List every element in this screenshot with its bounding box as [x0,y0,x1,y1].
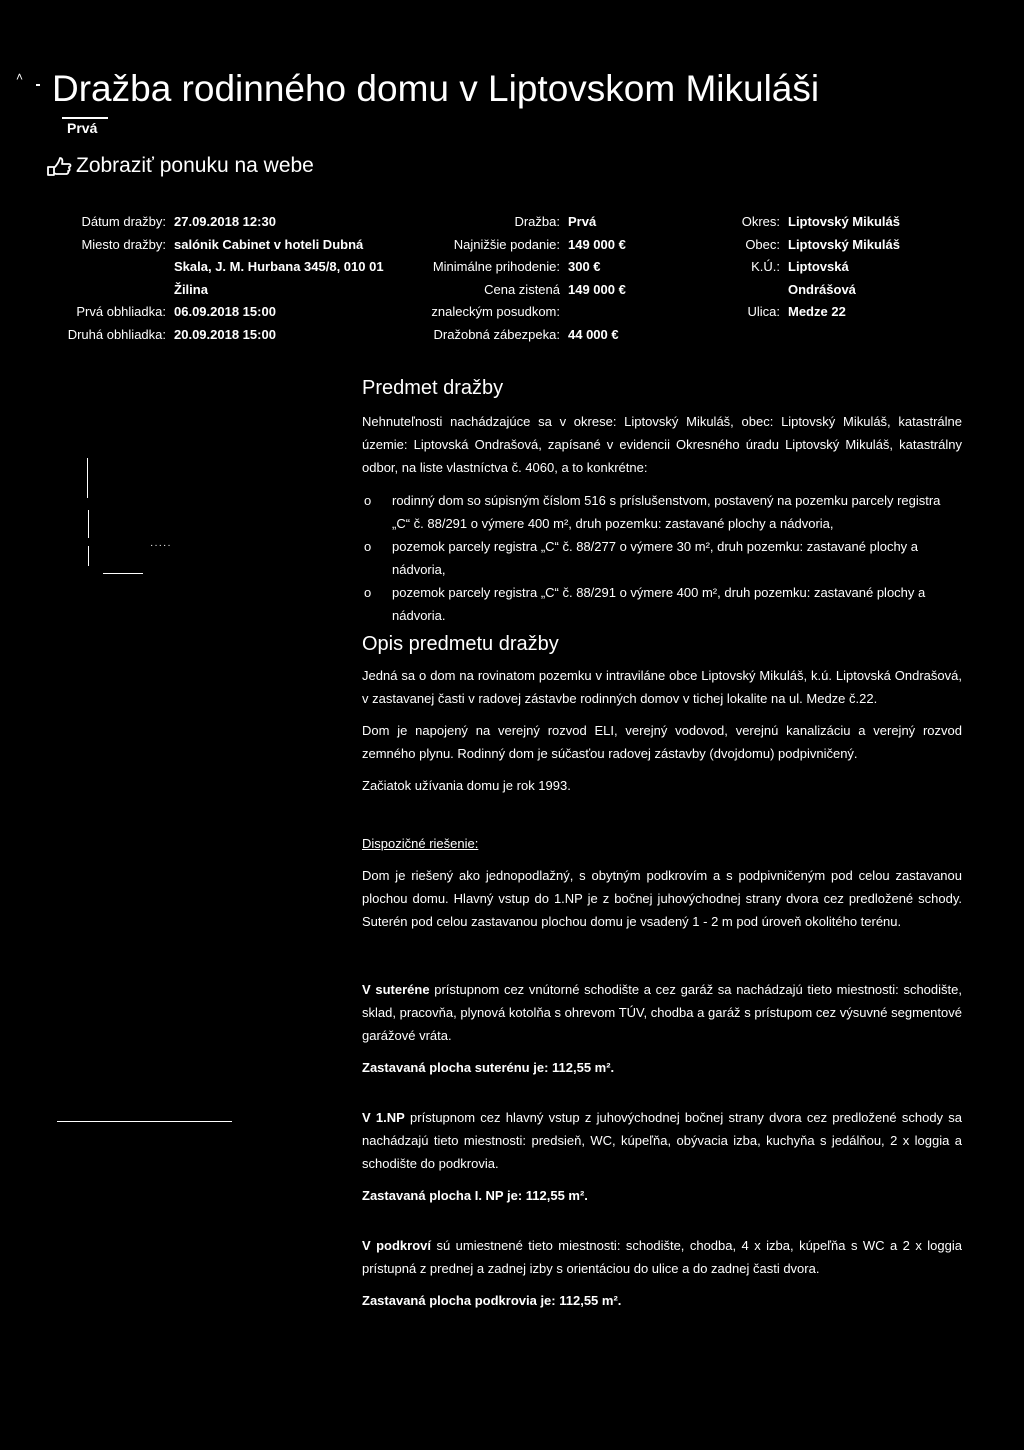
info-value: 300 € [568,259,601,274]
info-label [50,279,174,302]
info-label [50,256,174,279]
list-item-text: rodinný dom so súpisným číslom 516 s príslušenstvom, postavený na pozemku parcely registra „C“ č. 88/291 o výmere 400 m², druh pozemku: zastavané plochy a nádvoria, [392,493,941,531]
auction-prices-column [410,211,626,346]
bullet: o [364,539,372,554]
scan-line [87,458,88,498]
info-label: Obec: [745,236,780,252]
auction-dates-column [50,211,414,346]
attic-area: Zastavaná plocha podkrovia je: 112,55 m². [362,1293,622,1308]
info-row [700,301,898,324]
list-item [362,581,962,627]
basement-area: Zastavaná plocha suterénu je: 112,55 m². [362,1060,615,1075]
info-row [50,211,414,234]
description-paragraph: Začiatok užívania domu je rok 1993. [362,778,571,793]
bullet: o [364,585,372,600]
info-label: Najnižšie podanie: [453,236,560,252]
description-heading: Opis predmetu dražby [362,633,559,655]
info-value: 20.09.2018 15:00 [174,326,276,342]
layout-paragraph: Dom je riešený ako jednopodlažný, s obytným podkrovím a s podpivničeným pod celou zastavanou plochou domu. Hlavný vstup do 1.NP je z bočnej juhovýchodnej strany dvora cez predložené schody. Suterén pod celou zastavanou plochou domu je vsadený 1 - 2 m pod úroveň okolitého terénu. [362,868,962,929]
info-value: Liptovský Mikuláš [788,214,900,229]
attic-text: sú umiestnené tieto miestnosti: schodište, chodba, 4 x izba, kúpeľňa s WC a 2 x loggia prístupná z prednej a zadnej izby s orientáciou do ulice a do zadnej časti dvora. [362,1238,962,1276]
info-label: Druhá obhliadka: [67,326,166,342]
scan-line [103,573,143,574]
info-row [410,301,626,324]
description-section [362,632,962,1312]
page-title: Dražba rodinného domu v Liptovskom Mikuláši [52,68,820,109]
basement-text: prístupnom cez vnútorné schodište a cez garáž sa nachádzajú tieto miestnosti: schodište, sklad, pracovňa, plynová kotolňa s ohrevom TÚV, chodba a garáž s prístupom cez výsuvné segmentové garážové vráta. [362,982,962,1043]
info-value: 27.09.2018 12:30 [174,214,276,229]
info-row [410,324,626,347]
info-value: 149 000 € [568,281,626,297]
subject-section [362,376,962,627]
info-label: Dražba: [514,214,560,229]
info-label: Dátum dražby: [81,214,166,229]
subject-intro: Nehnuteľnosti nachádzajúce sa v okrese: Liptovský Mikuláš, obec: Liptovský Mikuláš, katastrálne územie: Liptovská Ondrašová, zapísané v evidencii Okresného úradu Liptovský Mikuláš, katastrálny odbor, na liste vlastníctva č. 4060, a to konkrétne: [362,414,962,475]
pointing-hand-icon [46,155,72,177]
list-item [362,489,962,535]
info-value: Žilina [174,281,208,297]
scan-line [88,510,89,538]
info-row [410,256,626,279]
description-paragraph: Jedná sa o dom na rovinatom pozemku v intraviláne obce Liptovský Mikuláš, k.ú. Liptovská Ondrašová, v zastavanej časti v radovej zástavbe rodinných domov v tichej lokalite na ul. Medze č.22. [362,668,962,706]
scan-line [57,1121,232,1122]
info-value: 44 000 € [568,326,619,342]
subject-list [362,489,962,627]
info-value: Liptovská [788,259,849,274]
info-row [50,256,414,279]
info-row [50,324,414,347]
description-paragraph: Dom je napojený na verejný rozvod ELI, verejný vodovod, verejnú kanalizáciu a verejný rozvod zemného plynu. Rodinný dom je súčasťou radovej zástavby (dvojdomu) podpivničený. [362,723,962,761]
basement-paragraph [362,978,962,1047]
view-offer-link[interactable] [46,154,314,178]
subject-heading: Predmet dražby [362,377,504,399]
info-value: Ondrášová [788,281,856,297]
info-value: Prvá [568,214,597,229]
info-label: znaleckým posudkom: [431,304,560,319]
badge-underline [62,117,108,119]
info-value: salónik Cabinet v hoteli Dubná [174,236,364,252]
list-item [362,535,962,581]
info-label: Okres: [741,214,780,229]
ground-floor-paragraph [362,1106,962,1175]
info-row [50,279,414,302]
info-row [700,279,898,302]
auction-round-badge: Prvá [67,120,98,136]
info-row [700,234,898,257]
info-label: Ulica: [747,304,780,319]
basement-lead: V suteréne [362,982,430,997]
info-value: 149 000 € [568,236,626,252]
attic-paragraph [362,1234,962,1280]
info-row [410,279,626,302]
attic-lead: V podkroví [362,1238,432,1253]
info-label: K.Ú.: [751,259,780,274]
info-label: Cena zistená [484,281,560,297]
info-value: Skala, J. M. Hurbana 345/8, 010 01 [174,259,384,274]
info-row [700,256,898,279]
ground-floor-text: prístupnom cez hlavný vstup z juhovýchodnej bočnej strany dvora cez predložené schody sa nachádzajú tieto miestnosti: predsieň, WC, kúpeľňa, obývacia izba, kuchyňa s jedálňou, 2 x loggia a schodište do podkrovia. [362,1110,963,1171]
list-item-text: pozemok parcely registra „C“ č. 88/277 o výmere 30 m², druh pozemku: zastavané plochy a nádvoria, [392,539,919,577]
info-row [50,234,414,257]
list-item-text: pozemok parcely registra „C“ č. 88/291 o výmere 400 m², druh pozemku: zastavané plochy a nádvoria. [392,585,926,623]
layout-heading: Dispozičné riešenie: [362,836,479,851]
info-row [410,211,626,234]
ground-floor-area: Zastavaná plocha I. NP je: 112,55 m². [362,1188,588,1203]
info-label: Prvá obhliadka: [76,304,166,319]
info-value: 06.09.2018 15:00 [174,304,276,319]
bullet: o [364,493,372,508]
corner-dash [36,84,40,86]
ground-floor-lead: V 1.NP [362,1110,405,1125]
info-label: Miesto dražby: [81,236,166,252]
corner-mark: ˄ [16,70,24,84]
info-label: Dražobná zábezpeka: [433,326,560,342]
info-label: Minimálne prihodenie: [432,259,560,274]
info-row [410,234,626,257]
info-label [700,279,788,302]
info-row [700,211,898,234]
scan-dots: ····· [150,540,172,551]
scan-line [88,546,89,566]
property-location-column [700,211,898,324]
info-value: Medze 22 [788,304,846,319]
view-offer-label[interactable]: Zobraziť ponuku na webe [76,154,314,177]
info-value: Liptovský Mikuláš [788,236,900,252]
info-row [50,301,414,324]
